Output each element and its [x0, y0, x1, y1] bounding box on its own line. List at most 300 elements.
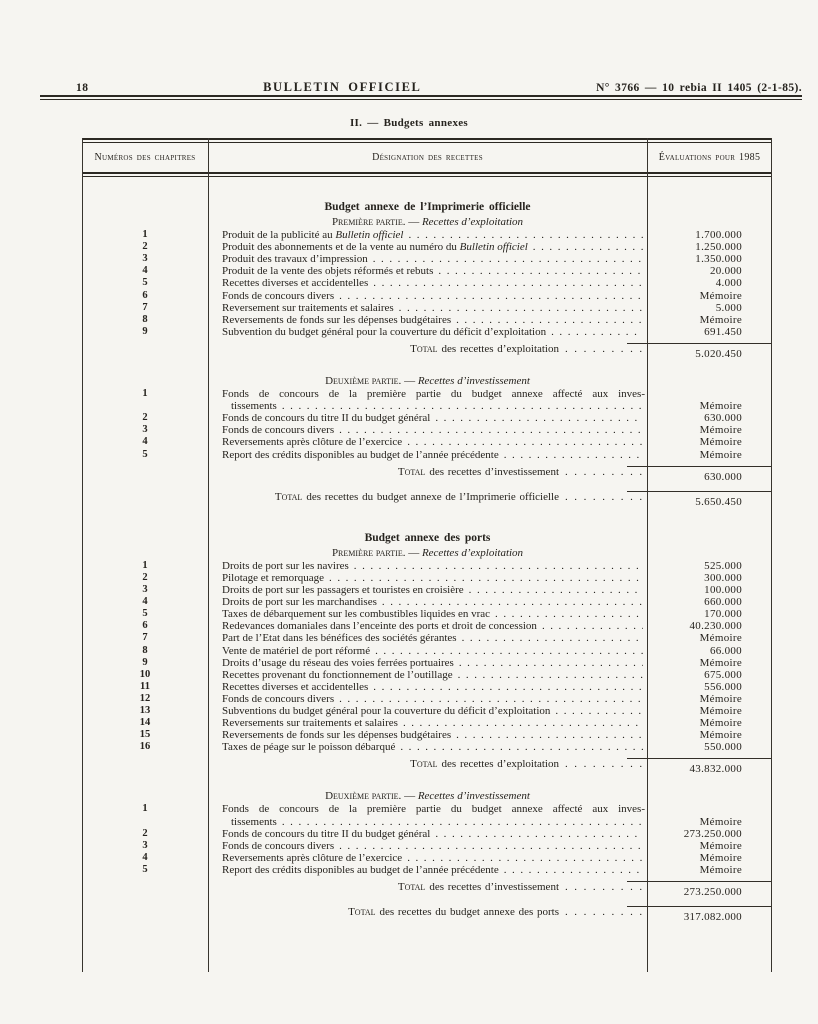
designation-line: [222, 326, 645, 338]
row-value: 675.000: [704, 668, 742, 681]
designation-text: Taxes de débarquement sur les combustibles liquides en vrac: [222, 608, 491, 621]
row-designation: [208, 412, 647, 424]
designation-line: [222, 290, 645, 302]
chapter-number: 15: [139, 729, 151, 741]
chapter-number: 2: [142, 241, 148, 253]
dot-leaders: [403, 717, 643, 729]
chapter-number: 5: [142, 863, 148, 875]
chapter-number: 8: [142, 313, 148, 325]
chapter-number: 1: [142, 229, 148, 241]
total-value: 317.082.000: [627, 906, 772, 923]
chapter-number: 3: [142, 424, 148, 436]
total-word: Total: [410, 342, 438, 355]
dot-leaders: [382, 596, 643, 608]
designation-text: Fonds de concours du titre II du budget général: [222, 827, 431, 840]
row-value: 1.250.000: [695, 241, 742, 254]
designation-line: [222, 584, 645, 596]
dot-leaders: [354, 560, 643, 572]
designation-line: [222, 632, 645, 644]
designation-text: Fonds de concours divers: [222, 839, 335, 852]
part-heading-dash: —: [401, 790, 418, 803]
row-value: 691.450: [704, 325, 742, 338]
designation-line2-text: tissements: [231, 815, 277, 828]
row-value: Mémoire: [699, 851, 742, 864]
designation-line: [222, 412, 645, 424]
row-designation: [208, 741, 647, 753]
dot-leaders: [462, 632, 643, 644]
chapter-number: 4: [142, 851, 148, 863]
designation-line2: [222, 400, 645, 412]
total-designation: [208, 881, 647, 898]
designation-line: [222, 424, 645, 436]
designation-text: Recettes provenant du fonctionnement de l’outillage: [222, 668, 453, 681]
dot-leaders: [469, 584, 643, 596]
part-heading: [82, 375, 772, 388]
chapter-number: 5: [142, 608, 148, 620]
row-value: 40.230.000: [689, 620, 742, 633]
table-row: [82, 302, 772, 314]
designation-line: [222, 852, 645, 864]
dot-leaders: [435, 828, 643, 840]
designation-line1: Fonds de concours de la première partie du budget annexe affecté aux inves-: [222, 803, 645, 816]
row-designation: [208, 302, 647, 314]
table-row: [82, 828, 772, 840]
table-row: [82, 596, 772, 608]
dot-leaders: [339, 424, 643, 436]
row-designation: [208, 277, 647, 289]
row-designation: [208, 424, 647, 436]
dot-leaders: [282, 816, 643, 828]
total-text: [275, 491, 645, 508]
designation-line: [222, 265, 645, 277]
row-designation: [208, 669, 647, 681]
total-row: [82, 881, 772, 898]
table-row: [82, 388, 772, 412]
part-heading-prefix: Première partie.: [331, 216, 406, 229]
table-border-right: [771, 138, 772, 972]
dot-leaders: [339, 290, 643, 302]
designation-text: Report des crédits disponibles au budget de l’année précédente: [222, 448, 499, 461]
column-divider-chapters: [208, 138, 209, 972]
total-text: [348, 906, 645, 923]
row-value: Mémoire: [699, 448, 742, 461]
designation-line2: [222, 816, 645, 828]
table-row: [82, 669, 772, 681]
table-row: [82, 436, 772, 448]
designation-text: Reversements sur traitements et salaires: [222, 717, 398, 730]
row-value: Mémoire: [699, 289, 742, 302]
row-designation: [208, 828, 647, 840]
designation-text: Droits de port sur les passagers et touristes en croisière: [222, 584, 464, 597]
row-designation: [208, 608, 647, 620]
row-designation: [208, 584, 647, 596]
total-word: Total: [274, 490, 303, 503]
row-value: 1.350.000: [695, 253, 742, 266]
part-heading: [82, 790, 772, 803]
row-value: Mémoire: [699, 632, 742, 645]
column-divider-values: [647, 138, 648, 972]
designation-text: Produit de la publicité au: [222, 229, 333, 242]
designation-text: Produit de la vente des objets réformés et rebuts: [222, 265, 434, 278]
dot-leaders: [542, 620, 643, 632]
dot-leaders: [373, 277, 643, 289]
total-rest: des recettes d’exploitation: [441, 758, 559, 771]
chapter-number: 4: [142, 436, 148, 448]
designation-text: Fonds de concours divers: [222, 692, 335, 705]
dot-leaders: [555, 705, 643, 717]
table-row: [82, 657, 772, 669]
chapter-number: 7: [142, 632, 148, 644]
running-head: [76, 80, 802, 95]
table-row: [82, 241, 772, 253]
total-designation: [208, 758, 647, 775]
section-heading: II. — Budgets annexes: [349, 117, 469, 129]
chapter-number: 11: [140, 680, 150, 692]
designation-text: Part de l’Etat dans les bénéfices des sociétés gérantes: [222, 632, 457, 645]
designation-text: Taxes de péage sur le poisson débarqué: [222, 741, 396, 754]
total-text: [398, 881, 645, 898]
designation-text: Reversement sur traitements et salaires: [222, 301, 394, 314]
chapter-number: 6: [142, 289, 148, 301]
total-rest: des recettes du budget annexe des ports: [379, 906, 559, 919]
table-header-row: [82, 143, 772, 172]
column-header-designation: Désignation des recettes: [372, 152, 483, 163]
table-row: [82, 572, 772, 584]
chapter-number: 9: [142, 656, 148, 668]
part-heading: [82, 547, 772, 560]
chapter-number: 4: [142, 596, 148, 608]
dot-leaders: [329, 572, 643, 584]
total-word: Total: [397, 465, 426, 478]
total-row: [82, 758, 772, 775]
row-value: Mémoire: [699, 656, 742, 669]
chapter-number: 1: [142, 559, 148, 571]
total-text: [398, 466, 645, 483]
chapter-number: 5: [142, 448, 148, 460]
table-row: [82, 717, 772, 729]
part-heading-prefix: Première partie.: [331, 546, 406, 559]
total-designation: [208, 906, 647, 923]
chapter-number: 7: [142, 301, 148, 313]
row-value: 1.700.000: [695, 229, 742, 242]
row-value: Mémoire: [699, 815, 742, 828]
designation-line: [222, 669, 645, 681]
issue-info: N° 3766 — 10 rebia II 1405 (2-1-85).: [596, 82, 802, 94]
row-designation: [208, 717, 647, 729]
designation-text: Produit des travaux d’impression: [222, 253, 368, 266]
row-value: Mémoire: [699, 424, 742, 437]
total-word: Total: [410, 758, 438, 771]
chapter-number: 9: [142, 325, 148, 337]
chapter-number: 3: [142, 839, 148, 851]
dot-leaders: [282, 400, 643, 412]
part-heading-name: Recettes d’exploitation: [421, 546, 524, 559]
row-value: Mémoire: [699, 839, 742, 852]
row-value: 300.000: [704, 571, 742, 584]
dot-leaders: [400, 741, 643, 753]
table-row: [82, 560, 772, 572]
total-text: [410, 343, 645, 360]
designation-text: Reversements après clôture de l’exercice: [222, 851, 403, 864]
dot-leaders: [435, 412, 643, 424]
row-value: 556.000: [704, 680, 742, 693]
table-row: [82, 741, 772, 753]
row-designation: [208, 314, 647, 326]
row-value: Mémoire: [699, 436, 742, 449]
designation-line: [222, 596, 645, 608]
total-value: 273.250.000: [627, 881, 772, 898]
dot-leaders: [375, 645, 643, 657]
designation-line: [222, 864, 645, 876]
designation-line: [222, 681, 645, 693]
table-row: [82, 265, 772, 277]
designation-line: [222, 572, 645, 584]
row-value: 525.000: [704, 559, 742, 572]
header-rule: [40, 95, 802, 100]
designation-line2-text: tissements: [231, 400, 277, 413]
table-row: [82, 864, 772, 876]
row-designation: [208, 803, 647, 827]
dot-leaders: [373, 253, 643, 265]
dot-leaders: [408, 229, 643, 241]
row-designation: [208, 693, 647, 705]
row-designation: [208, 229, 647, 241]
table-border-left: [82, 138, 83, 972]
designation-line: [222, 449, 645, 461]
table-row: [82, 632, 772, 644]
total-value: 630.000: [627, 466, 772, 483]
designation-text: Pilotage et remorquage: [222, 571, 325, 584]
row-value: 20.000: [709, 265, 742, 278]
designation-line: [222, 277, 645, 289]
chapter-number: 1: [142, 803, 148, 815]
designation-text: Redevances domaniales dans l’enceinte des ports et droit de concession: [222, 620, 537, 633]
row-designation: [208, 632, 647, 644]
dot-leaders: [495, 608, 643, 620]
designation-line: [222, 436, 645, 448]
designation-line: [222, 657, 645, 669]
total-word: Total: [348, 906, 376, 919]
total-rest: des recettes du budget annexe de l’Imprimerie officielle: [306, 490, 559, 503]
row-value: Mémoire: [699, 692, 742, 705]
row-value: 660.000: [704, 596, 742, 609]
total-designation: [208, 491, 647, 508]
table-row: [82, 412, 772, 424]
row-value: 170.000: [704, 608, 742, 621]
row-designation: [208, 596, 647, 608]
table-row: [82, 326, 772, 338]
dot-leaders: [458, 669, 643, 681]
table-row: [82, 608, 772, 620]
row-value: 66.000: [709, 644, 742, 657]
total-word: Total: [397, 881, 426, 894]
grand-total-row: [82, 906, 772, 923]
part-heading-name: Recettes d’exploitation: [421, 216, 524, 229]
total-value: 43.832.000: [627, 758, 772, 775]
part-heading-name: Recettes d’investissement: [417, 375, 530, 388]
row-value: Mémoire: [699, 717, 742, 730]
designation-text: Subventions du budget général pour la couverture du déficit d’exploitation: [222, 705, 551, 717]
row-designation: [208, 852, 647, 864]
designation-italic: Bulletin officiel: [459, 241, 528, 254]
total-value: 5.020.450: [627, 343, 772, 360]
budget-title: Budget annexe des ports: [364, 531, 491, 544]
row-designation: [208, 657, 647, 669]
designation-line: [222, 645, 645, 657]
chapter-number: 2: [142, 827, 148, 839]
row-designation: [208, 241, 647, 253]
table-row: [82, 852, 772, 864]
page-number: 18: [76, 82, 89, 94]
chapter-number: 2: [142, 412, 148, 424]
row-designation: [208, 705, 647, 717]
table-row: [82, 803, 772, 827]
table-row: [82, 840, 772, 852]
part-heading-name: Recettes d’investissement: [417, 790, 530, 803]
designation-text: Reversements après clôture de l’exercice: [222, 436, 403, 449]
designation-line: [222, 828, 645, 840]
total-designation: [208, 466, 647, 483]
total-rest: des recettes d’investissement: [429, 465, 559, 478]
dot-leaders: [407, 852, 643, 864]
row-value: Mémoire: [699, 400, 742, 413]
table-row: [82, 229, 772, 241]
chapter-number: 4: [142, 265, 148, 277]
designation-text: Fonds de concours du titre II du budget général: [222, 412, 431, 425]
table-row: [82, 277, 772, 289]
chapter-number: 1: [142, 388, 148, 400]
table-row: [82, 620, 772, 632]
designation-text: Recettes diverses et accidentelles: [222, 277, 369, 290]
designation-line1: Fonds de concours de la première partie du budget annexe affecté aux inves-: [222, 388, 645, 401]
total-rest: des recettes d’investissement: [429, 881, 559, 894]
designation-line: [222, 241, 645, 253]
table-row: [82, 693, 772, 705]
chapter-number: 8: [142, 644, 148, 656]
row-value: Mémoire: [699, 313, 742, 326]
row-value: 273.250.000: [683, 827, 742, 840]
grand-total-row: [82, 491, 772, 508]
row-value: 630.000: [704, 412, 742, 425]
dot-leaders: [339, 693, 643, 705]
designation-text: Produit des abonnements et de la vente au numéro du: [222, 241, 457, 254]
designation-line: [222, 693, 645, 705]
row-designation: [208, 436, 647, 448]
designation-line: [222, 302, 645, 314]
row-designation: [208, 620, 647, 632]
total-row: [82, 466, 772, 483]
designation-text: Droits de port sur les navires: [222, 559, 349, 572]
designation-line: [222, 705, 645, 717]
row-designation: [208, 864, 647, 876]
table-row: [82, 253, 772, 265]
row-value: Mémoire: [699, 705, 742, 717]
chapter-number: 2: [142, 571, 148, 583]
designation-text: Droits d’usage du réseau des voies ferrées portuaires: [222, 656, 454, 669]
row-designation: [208, 645, 647, 657]
total-value: 5.650.450: [627, 491, 772, 508]
designation-line: [222, 314, 645, 326]
table-row: [82, 729, 772, 741]
designation-text: Droits de port sur les marchandises: [222, 596, 377, 609]
table-row: [82, 424, 772, 436]
designation-text: Fonds de concours divers: [222, 289, 335, 302]
row-designation: [208, 572, 647, 584]
table-row: [82, 290, 772, 302]
total-row: [82, 343, 772, 360]
designation-line: [222, 608, 645, 620]
row-designation: [208, 681, 647, 693]
table-row: [82, 645, 772, 657]
journal-title: BULLETIN OFFICIEL: [263, 80, 422, 94]
row-designation: [208, 560, 647, 572]
designation-text: Reversements de fonds sur les dépenses budgétaires: [222, 729, 452, 742]
row-designation: [208, 326, 647, 338]
row-designation: [208, 253, 647, 265]
chapter-number: 10: [139, 668, 151, 680]
dot-leaders: [533, 241, 643, 253]
row-designation: [208, 290, 647, 302]
table-body: [82, 201, 772, 923]
row-value: 550.000: [704, 741, 742, 754]
part-heading-prefix: Deuxième partie.: [325, 375, 402, 388]
table-row: [82, 681, 772, 693]
dot-leaders: [504, 864, 643, 876]
dot-leaders: [339, 840, 643, 852]
row-designation: [208, 729, 647, 741]
dot-leaders: [456, 729, 643, 741]
row-designation: [208, 840, 647, 852]
total-designation: [208, 343, 647, 360]
dot-leaders: [438, 265, 643, 277]
table-header-rule: [82, 172, 772, 177]
designation-line: [222, 620, 645, 632]
dot-leaders: [551, 326, 643, 338]
designation-line: [222, 560, 645, 572]
table-row: [82, 705, 772, 717]
designation-line: [222, 741, 645, 753]
chapter-number: 14: [139, 717, 151, 729]
part-heading-dash: —: [401, 375, 418, 388]
designation-line: [222, 717, 645, 729]
total-text: [410, 758, 645, 775]
row-designation: [208, 388, 647, 412]
dot-leaders: [399, 302, 643, 314]
column-header-chapters: Numéros des chapitres: [94, 152, 196, 163]
dot-leaders: [456, 314, 643, 326]
dot-leaders: [459, 657, 643, 669]
row-value: Mémoire: [699, 729, 742, 742]
designation-text: Vente de matériel de port réformé: [222, 644, 371, 657]
table-row: [82, 584, 772, 596]
designation-line: [222, 253, 645, 265]
chapter-number: 13: [139, 705, 151, 716]
part-heading-dash: —: [405, 546, 422, 559]
part-heading-prefix: Deuxième partie.: [325, 790, 402, 803]
row-designation: [208, 265, 647, 277]
chapter-number: 12: [139, 692, 151, 704]
row-designation: [208, 449, 647, 461]
dot-leaders: [373, 681, 643, 693]
part-heading-dash: —: [405, 216, 422, 229]
budget-title: Budget annexe de l’Imprimerie officielle: [324, 201, 531, 213]
designation-text: Reversements de fonds sur les dépenses budgétaires: [222, 313, 452, 326]
row-value: 5.000: [715, 301, 742, 314]
row-value: Mémoire: [699, 863, 742, 876]
table-row: [82, 449, 772, 461]
designation-line: [222, 840, 645, 852]
designation-line: [222, 229, 645, 241]
